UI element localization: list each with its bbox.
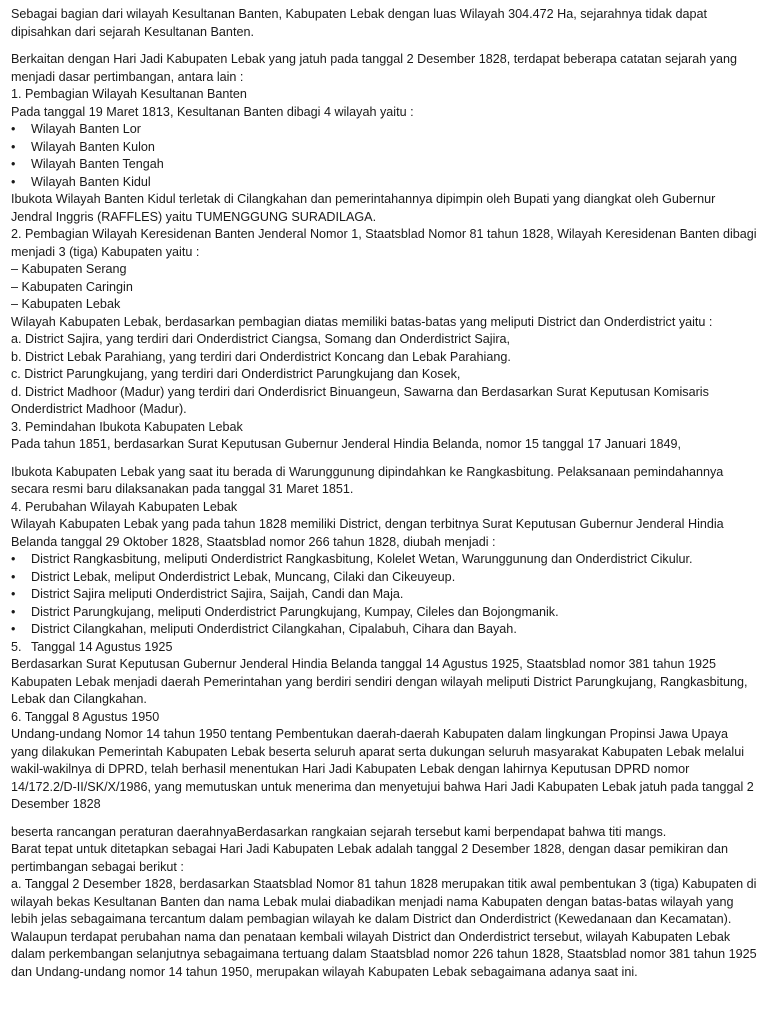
district-b: b. District Lebak Parahiang, yang terdiri dari Onderdistrict Koncang dan Lebak Parahiang. [11, 349, 511, 364]
section-5-title: Tanggal 14 Agustus 1925 [31, 639, 173, 654]
dash-item: – Kabupaten Lebak [11, 297, 121, 311]
dash-item: – Kabupaten Serang [11, 262, 127, 276]
list-item: • Wilayah Banten Lor [11, 121, 758, 139]
section-4-text: Wilayah Kabupaten Lebak yang pada tahun 1828 memiliki District, dengan terbitnya Surat Keputusan Gubernur Jenderal Hindia Belanda tanggal 29 Oktober 1828, Staatsblad nomor 266 tahun 1828, diubah menjadi : [11, 517, 724, 549]
section-3-paragraph: Ibukota Kabupaten Lebak yang saat itu berada di Warunggunung dipindahkan ke Rangkasbitung. Pelaksanaan pemindahannya secara resmi baru dilaksanakan pada tanggal 31 Maret 1851. [11, 464, 724, 496]
section-4-heading: 4. Perubahan Wilayah Kabupaten Lebak [11, 499, 238, 514]
closing-paragraph-2: Barat tepat untuk ditetapkan sebagai Hari Jadi Kabupaten Lebak adalah tanggal 2 Desember 1828, dengan dasar pemikiran dan pertimbangan sebagai berikut : [11, 842, 728, 874]
list-item: • District Rangkasbitung, meliputi Onderdistrict Rangkasbitung, Kolelet Wetan, Warunggunung dan Onderdistrict Cikulur. [11, 551, 758, 569]
list-item: • District Cilangkahan, meliputi Onderdistrict Cilangkahan, Cipalabuh, Cihara dan Bayah. [11, 621, 758, 639]
district-c: c. District Parungkujang, yang terdiri dari Onderdistrict Parungkujang dan Kosek, [11, 367, 461, 381]
section-1-after-text: Ibukota Wilayah Banten Kidul terletak di Cilangkahan dan pemerintahannya dipimpin oleh Bupati yang diangkat oleh Gubernur Jendral Inggris (RAFFLES) yaitu TUMENGGUNG SURADILAGA. [11, 192, 716, 224]
section-2-text: Wilayah Kabupaten Lebak, berdasarkan pembagian diatas memiliki batas-batas yang meliputi District dan Onderdistrict yaitu : [11, 314, 713, 329]
section-5-heading-list [11, 639, 758, 657]
intro-paragraph: Sebagai bagian dari wilayah Kesultanan Banten, Kabupaten Lebak dengan luas Wilayah 304.472 Ha, sejarahnya tidak dapat dipisahkan dari sejarah Kesultanan Banten. [11, 7, 707, 39]
closing-paragraph-1: beserta rancangan peraturan daerahnyaBerdasarkan rangkaian sejarah tersebut kami berpendapat bahwa titi mangs. [11, 824, 667, 839]
list-item: • District Lebak, meliput Onderdistrict Lebak, Muncang, Cilaki dan Cikeuyeup. [11, 569, 758, 587]
list-item: • Wilayah Banten Kidul [11, 174, 758, 192]
section-5-number: 5. [11, 639, 22, 654]
list-item: • District Parungkujang, meliputi Onderdistrict Parungkujang, Kumpay, Cileles dan Bojongmanik. [11, 604, 758, 622]
list-item: • Wilayah Banten Tengah [11, 156, 758, 174]
section-1-heading: 1. Pembagian Wilayah Kesultanan Banten [11, 87, 247, 101]
section-6-text: Undang-undang Nomor 14 tahun 1950 tentang Pembentukan daerah-daerah Kabupaten dalam lingkungan Propinsi Jawa Upaya yang dilakukan Pemerintah Kabupaten Lebak beserta seluruh aparat serta dukungan seluruh masyarakat Kabupaten Lebak melalui wakil-wakilnya di DPRD, telah berhasil menentukan Hari Jadi Kabupaten Lebak dengan lahirnya Keputusan DPRD nomor 14/172.2/D-II/SK/X/1986, yang memutuskan untuk menerima dan menyetujui bahwa Hari Jadi Kabupaten Lebak jatuh pada tanggal 2 Desember 1828 [11, 727, 754, 811]
section-5-heading [11, 639, 758, 657]
section-3-heading: 3. Pemindahan Ibukota Kabupaten Lebak [11, 419, 243, 434]
section-6-heading: 6. Tanggal 8 Agustus 1950 [11, 709, 160, 724]
section-1-text: Pada tanggal 19 Maret 1813, Kesultanan Banten dibagi 4 wilayah yaitu : [11, 104, 414, 119]
closing-point-a: a. Tanggal 2 Desember 1828, berdasarkan Staatsblad Nomor 81 tahun 1828 merupakan titik awal pembentukan 3 (tiga) Kabupaten di wilayah bekas Kesultanan Banten dan nama Lebak mulai diabadikan menjadi nama Kabupaten dengan batas-batas wilayah yang lebih jelas sebagaimana tercantum dalam pembagian wilayah ke dalam District dan Onderdistrict (Kewedanaan dan Kecamatan). Walaupun terdapat perubahan nama dan penataan kembali wilayah District dan Onderdistrict tersebut, wilayah Kabupaten Lebak dalam perkembangan selanjutnya sebagaimana tertuang dalam Staatsblad nomor 226 tahun 1828, Staatsblad nomor 381 tahun 1925 dan Undang-undang nomor 14 tahun 1950, merupakan wilayah Kabupaten Lebak sebagaimana adanya saat ini. [11, 877, 757, 979]
section-2-heading: 2. Pembagian Wilayah Keresidenan Banten Jenderal Nomor 1, Staatsblad Nomor 81 tahun 1828, Wilayah Keresidenan Banten dibagi menjadi 3 (tiga) Kabupaten yaitu : [11, 227, 757, 259]
section-3-text: Pada tahun 1851, berdasarkan Surat Keputusan Gubernur Jenderal Hindia Belanda, nomor 15 tanggal 17 Januari 1849, [11, 437, 682, 451]
section-1-bullet-list [11, 121, 758, 191]
list-item: • District Sajira meliputi Onderdistrict Sajira, Saijah, Candi dan Maja. [11, 586, 758, 604]
district-d: d. District Madhoor (Madur) yang terdiri dari Onderdisrict Binuangeun, Sawarna dan Berdasarkan Surat Keputusan Komisaris Onderdistrict Madhoor (Madur). [11, 384, 709, 416]
district-a: a. District Sajira, yang terdiri dari Onderdistrict Ciangsa, Somang dan Onderdistrict Sajira, [11, 332, 511, 346]
context-paragraph: Berkaitan dengan Hari Jadi Kabupaten Lebak yang jatuh pada tanggal 2 Desember 1828, terdapat beberapa catatan sejarah yang menjadi dasar pertimbangan, antara lain : [11, 52, 738, 84]
section-4-bullet-list [11, 551, 758, 639]
dash-item: – Kabupaten Caringin [11, 279, 133, 294]
list-item: • Wilayah Banten Kulon [11, 139, 758, 157]
section-5-text: Berdasarkan Surat Keputusan Gubernur Jenderal Hindia Belanda tanggal 14 Agustus 1925, Staatsblad nomor 381 tahun 1925 Kabupaten Lebak menjadi daerah Pemerintahan yang berdiri sendiri dengan wilayah meliputi District Parungkujang, Rangkasbitung, Lebak dan Cilangkahan. [11, 657, 748, 706]
